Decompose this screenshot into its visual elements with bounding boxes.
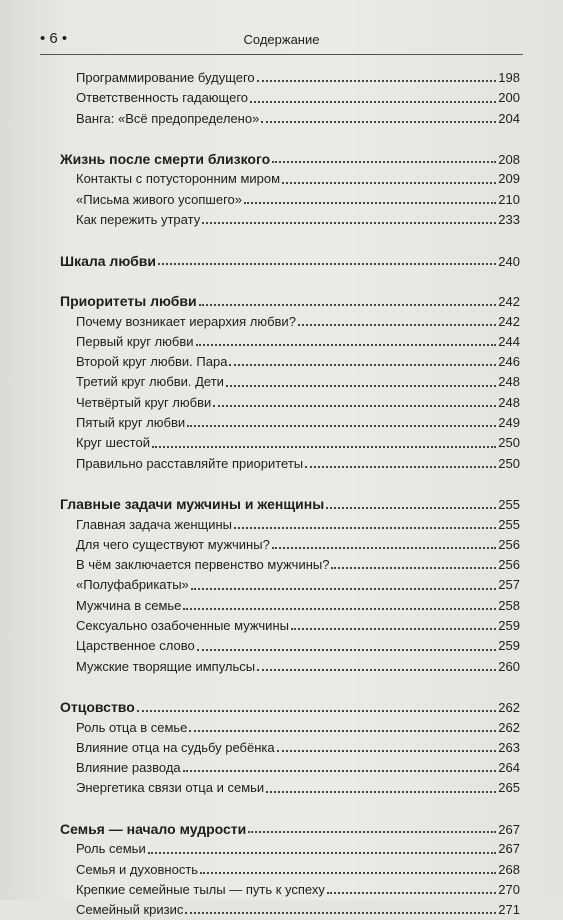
- toc-entry-page: 268: [498, 861, 520, 877]
- toc-entry-title: Приоритеты любви: [60, 293, 197, 310]
- toc-entry-title: Четвёртый круг любви: [76, 394, 212, 410]
- toc-subsection-entry: [60, 515, 520, 535]
- toc-entry-page: 249: [498, 415, 520, 431]
- toc-entry-page: 248: [498, 394, 520, 410]
- dot-leader: [152, 445, 496, 448]
- toc-subsection-entry: [60, 718, 520, 738]
- toc-entry-title: Крепкие семейные тылы — путь к успеху: [76, 881, 325, 897]
- toc-entry-page: 267: [498, 841, 520, 857]
- dot-leader: [257, 79, 497, 82]
- dot-leader: [277, 749, 497, 752]
- dot-leader: [291, 627, 496, 630]
- toc-subsection-entry: [60, 352, 520, 372]
- dot-leader: [191, 587, 497, 590]
- running-head: Содержание: [243, 32, 320, 47]
- toc-entry-title: Энергетика связи отца и семьи: [76, 780, 265, 796]
- toc-chapter-entry: [60, 251, 520, 271]
- toc-chapter-entry: [60, 149, 520, 169]
- section-gap: [60, 230, 520, 250]
- toc-entry-page: 270: [498, 881, 520, 897]
- toc-entry-page: 209: [498, 171, 520, 187]
- toc-entry-title: Влияние развода: [76, 760, 181, 776]
- toc-entry-page: 267: [498, 821, 520, 837]
- dot-leader: [197, 648, 497, 651]
- toc-entry-title: Контакты с потусторонним миром: [76, 171, 281, 187]
- toc-entry-page: 259: [498, 638, 520, 654]
- toc-entry-page: 255: [498, 497, 520, 513]
- dot-leader: [244, 201, 496, 204]
- dot-leader: [183, 769, 497, 772]
- toc-entry-title: Для чего существуют мужчины?: [76, 536, 270, 552]
- toc-entry-title: Почему возникает иерархия любви?: [76, 313, 296, 329]
- toc-chapter-entry: [60, 697, 520, 717]
- dot-leader: [226, 384, 496, 387]
- toc-entry-title: Ванга: «Всё предопределено»: [76, 110, 260, 126]
- dot-leader: [250, 100, 496, 103]
- section-gap: [60, 799, 520, 819]
- toc-entry-page: 244: [498, 333, 520, 349]
- toc-entry-title: Сексуально озабоченные мужчины: [76, 618, 289, 634]
- toc-subsection-entry: [60, 535, 520, 555]
- dot-leader: [305, 465, 496, 468]
- section-gap: [60, 129, 520, 149]
- toc-entry-title: Правильно расставляйте приоритеты: [76, 455, 304, 471]
- toc-entry-title: Отцовство: [60, 699, 135, 716]
- toc-subsection-entry: [60, 332, 520, 352]
- dot-leader: [202, 221, 496, 224]
- toc-entry-page: 208: [498, 152, 520, 168]
- toc-subsection-entry: [60, 575, 520, 595]
- toc-subsection-entry: [60, 555, 520, 575]
- toc-chapter-entry: [60, 494, 520, 514]
- dot-leader: [326, 506, 496, 509]
- toc-entry-title: Семья и духовность: [76, 861, 199, 877]
- toc-subsection-entry: [60, 88, 520, 108]
- dot-leader: [187, 424, 496, 427]
- toc-entry-title: Жизнь после смерти близкого: [60, 151, 271, 168]
- toc-entry-title: Мужчина в семье: [76, 597, 182, 613]
- dot-leader: [331, 566, 496, 569]
- toc-entry-title: Влияние отца на судьбу ребёнка: [76, 739, 275, 755]
- table-of-contents: [60, 68, 520, 920]
- toc-subsection-entry: [60, 758, 520, 778]
- toc-entry-title: Круг шестой: [76, 435, 150, 451]
- toc-entry-title: Семья — начало мудрости: [60, 820, 247, 837]
- toc-entry-page: 271: [498, 902, 520, 918]
- toc-entry-page: 242: [498, 294, 520, 310]
- dot-leader: [213, 404, 496, 407]
- dot-leader: [272, 160, 496, 163]
- toc-subsection-entry: [60, 616, 520, 636]
- dot-leader: [266, 790, 496, 793]
- dot-leader: [189, 729, 496, 732]
- toc-subsection-entry: [60, 880, 520, 900]
- toc-entry-title: Шкала любви: [60, 252, 156, 269]
- dot-leader: [137, 709, 497, 712]
- toc-entry-title: Роль отца в семье: [76, 719, 188, 735]
- dot-leader: [261, 120, 496, 123]
- toc-subsection-entry: [60, 169, 520, 189]
- toc-subsection-entry: [60, 413, 520, 433]
- toc-subsection-entry: [60, 860, 520, 880]
- toc-entry-page: 258: [498, 597, 520, 613]
- dot-leader: [148, 851, 497, 854]
- toc-entry-page: 257: [498, 577, 520, 593]
- toc-entry-title: Третий круг любви. Дети: [76, 374, 224, 390]
- toc-entry-page: 248: [498, 374, 520, 390]
- toc-entry-title: Пятый круг любви: [76, 415, 186, 431]
- dot-leader: [200, 871, 496, 874]
- dot-leader: [248, 830, 496, 833]
- toc-chapter-entry: [60, 819, 520, 839]
- toc-entry-page: 250: [498, 435, 520, 451]
- toc-subsection-entry: [60, 109, 520, 129]
- toc-subsection-entry: [60, 68, 520, 88]
- toc-entry-title: Семейный кризис: [76, 902, 184, 918]
- toc-entry-page: 200: [498, 90, 520, 106]
- toc-entry-page: 265: [498, 780, 520, 796]
- dot-leader: [272, 546, 497, 549]
- toc-entry-title: Мужские творящие импульсы: [76, 658, 256, 674]
- toc-subsection-entry: [60, 778, 520, 798]
- toc-entry-page: 260: [498, 658, 520, 674]
- toc-subsection-entry: [60, 738, 520, 758]
- dot-leader: [199, 303, 497, 306]
- toc-entry-title: Роль семьи: [76, 841, 146, 857]
- toc-entry-title: Программирование будущего: [76, 70, 255, 85]
- toc-entry-page: 259: [498, 618, 520, 634]
- toc-subsection-entry: [60, 433, 520, 453]
- toc-entry-title: Царственное слово: [76, 638, 195, 654]
- toc-subsection-entry: [60, 900, 520, 920]
- toc-subsection-entry: [60, 839, 520, 859]
- toc-subsection-entry: [60, 636, 520, 656]
- toc-entry-title: Ответственность гадающего: [76, 90, 249, 106]
- toc-entry-title: Главная задача женщины: [76, 516, 233, 532]
- toc-entry-page: 263: [498, 739, 520, 755]
- toc-entry-page: 246: [498, 354, 520, 370]
- toc-entry-page: 242: [498, 313, 520, 329]
- page-number: • 6 •: [40, 30, 68, 47]
- dot-leader: [327, 891, 496, 894]
- toc-entry-page: 250: [498, 455, 520, 471]
- toc-entry-title: Второй круг любви. Пара: [76, 354, 228, 370]
- toc-entry-page: 198: [498, 70, 520, 85]
- toc-subsection-entry: [60, 372, 520, 392]
- toc-entry-page: 255: [498, 516, 520, 532]
- section-gap: [60, 677, 520, 697]
- toc-entry-title: В чём заключается первенство мужчины?: [76, 557, 330, 573]
- dot-leader: [257, 668, 496, 671]
- dot-leader: [196, 343, 497, 346]
- toc-subsection-entry: [60, 596, 520, 616]
- dot-leader: [282, 181, 496, 184]
- toc-entry-page: 262: [498, 700, 520, 716]
- dot-leader: [183, 607, 496, 610]
- toc-subsection-entry: [60, 657, 520, 677]
- dot-leader: [229, 363, 496, 366]
- toc-entry-page: 233: [498, 212, 520, 228]
- dot-leader: [158, 262, 496, 265]
- toc-entry-title: «Письма живого усопшего»: [76, 191, 242, 207]
- toc-entry-page: 256: [498, 536, 520, 552]
- dot-leader: [234, 526, 496, 529]
- toc-entry-page: 210: [498, 191, 520, 207]
- dot-leader: [298, 323, 496, 326]
- page-header: [40, 30, 523, 55]
- toc-chapter-entry: [60, 291, 520, 311]
- toc-subsection-entry: [60, 393, 520, 413]
- dot-leader: [185, 911, 496, 914]
- section-gap: [60, 271, 520, 291]
- section-gap: [60, 474, 520, 494]
- toc-entry-page: 204: [498, 110, 520, 126]
- toc-entry-page: 262: [498, 719, 520, 735]
- toc-entry-title: Главные задачи мужчины и женщины: [60, 496, 325, 513]
- toc-entry-title: «Полуфабрикаты»: [76, 577, 189, 593]
- toc-subsection-entry: [60, 190, 520, 210]
- toc-subsection-entry: [60, 312, 520, 332]
- toc-entry-title: Первый круг любви: [76, 333, 194, 349]
- toc-entry-page: 240: [498, 253, 520, 269]
- toc-entry-title: Как пережить утрату: [76, 212, 201, 228]
- toc-entry-page: 256: [498, 557, 520, 573]
- toc-entry-page: 264: [498, 760, 520, 776]
- toc-subsection-entry: [60, 210, 520, 230]
- toc-subsection-entry: [60, 454, 520, 474]
